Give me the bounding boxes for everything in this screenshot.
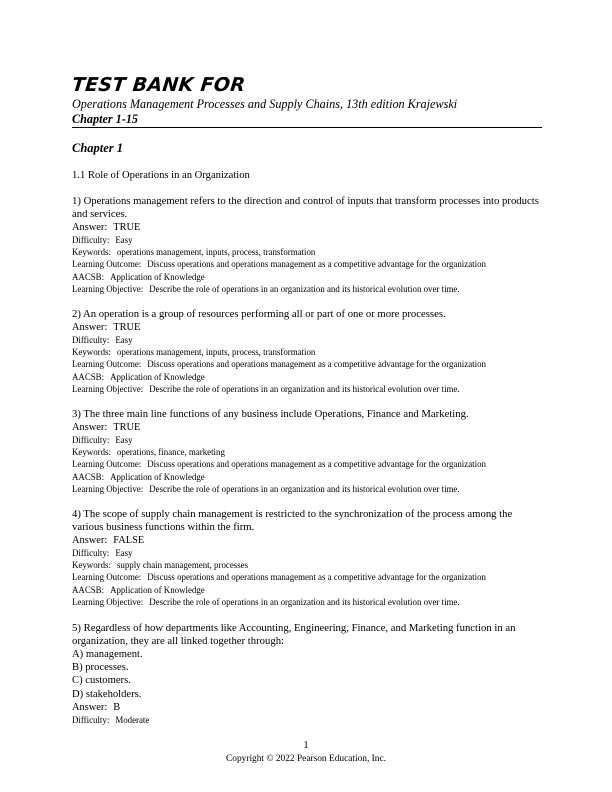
question-1 bbox=[72, 195, 542, 295]
aacsb-value: Application of Knowledge bbox=[110, 471, 205, 482]
chapter-range: Chapter 1-15 bbox=[72, 112, 542, 128]
answer-label: Answer: bbox=[72, 535, 108, 546]
option-b: B) processes. bbox=[72, 662, 129, 674]
question-3 bbox=[72, 408, 542, 495]
aacsb-row bbox=[72, 584, 542, 596]
difficulty-row bbox=[72, 547, 542, 559]
answer-label: Answer: bbox=[72, 701, 108, 713]
chapter-heading: Chapter 1 bbox=[72, 141, 124, 155]
page-number: 1 bbox=[303, 740, 309, 751]
difficulty-value: Easy bbox=[115, 435, 133, 445]
aacsb-label: AACSB: bbox=[72, 371, 105, 382]
keywords-label: Keywords: bbox=[72, 560, 111, 571]
learning-objective-row bbox=[72, 596, 542, 608]
banner-title: TEST BANK FOR bbox=[70, 74, 247, 96]
question-text: 3) The three main line functions of any business include Operations, Finance and Marketing. bbox=[72, 408, 469, 420]
aacsb-row bbox=[72, 371, 542, 383]
answer-label: Answer: bbox=[72, 222, 108, 233]
option-c: C) customers. bbox=[72, 675, 131, 687]
keywords-label: Keywords: bbox=[72, 347, 111, 358]
answer-row bbox=[72, 701, 542, 714]
difficulty-value: Easy bbox=[115, 548, 133, 558]
learning-objective-value: Describe the role of operations in an organization and its historical evolution over time. bbox=[149, 383, 460, 394]
difficulty-label: Difficulty: bbox=[72, 435, 110, 445]
learning-outcome-value: Discuss operations and operations management as a competitive advantage for the organization bbox=[147, 572, 486, 583]
keywords-row bbox=[72, 246, 542, 258]
learning-outcome-label: Learning Outcome: bbox=[72, 259, 142, 270]
difficulty-label: Difficulty: bbox=[72, 714, 110, 725]
learning-objective-value: Describe the role of operations in an organization and its historical evolution over time. bbox=[149, 596, 460, 607]
aacsb-label: AACSB: bbox=[72, 471, 105, 482]
keywords-label: Keywords: bbox=[72, 447, 111, 458]
question-text: 2) An operation is a group of resources performing all or part of one or more processes. bbox=[72, 308, 446, 320]
answer-row bbox=[72, 321, 542, 334]
keywords-row bbox=[72, 446, 542, 458]
learning-outcome-label: Learning Outcome: bbox=[72, 459, 142, 470]
answer-label: Answer: bbox=[72, 422, 108, 433]
learning-outcome-label: Learning Outcome: bbox=[72, 359, 142, 370]
learning-outcome-row bbox=[72, 258, 542, 270]
question-text: 1) Operations management refers to the direction and control of inputs that transform processes into products and services. bbox=[72, 195, 539, 220]
option-a: A) management. bbox=[72, 649, 143, 660]
difficulty-row bbox=[72, 434, 542, 446]
difficulty-label: Difficulty: bbox=[72, 548, 110, 558]
learning-outcome-value: Discuss operations and operations management as a competitive advantage for the organization bbox=[147, 359, 486, 370]
keywords-row bbox=[72, 346, 542, 358]
difficulty-row bbox=[72, 234, 542, 246]
section-heading: 1.1 Role of Operations in an Organization bbox=[72, 170, 250, 181]
aacsb-value: Application of Knowledge bbox=[110, 584, 205, 595]
learning-objective-value: Describe the role of operations in an organization and its historical evolution over time. bbox=[149, 483, 460, 494]
difficulty-value: Easy bbox=[115, 235, 133, 245]
keywords-value: operations management, inputs, process, transformation bbox=[116, 247, 316, 258]
learning-outcome-value: Discuss operations and operations management as a competitive advantage for the organization bbox=[147, 459, 486, 470]
aacsb-label: AACSB: bbox=[72, 271, 105, 282]
answer-value: B bbox=[113, 701, 121, 713]
aacsb-row bbox=[72, 471, 542, 483]
learning-objective-value: Describe the role of operations in an organization and its historical evolution over time. bbox=[149, 283, 460, 294]
keywords-label: Keywords: bbox=[72, 247, 111, 258]
answer-row bbox=[72, 421, 542, 434]
aacsb-row bbox=[72, 271, 542, 283]
answer-row bbox=[72, 534, 542, 547]
learning-objective-label: Learning Objective: bbox=[72, 483, 144, 494]
aacsb-value: Application of Knowledge bbox=[110, 271, 205, 282]
learning-objective-row bbox=[72, 383, 542, 395]
answer-value: TRUE bbox=[113, 322, 141, 333]
difficulty-value: Easy bbox=[115, 335, 133, 345]
difficulty-row bbox=[72, 334, 542, 346]
difficulty-label: Difficulty: bbox=[72, 235, 110, 245]
learning-outcome-label: Learning Outcome: bbox=[72, 572, 142, 583]
learning-objective-row bbox=[72, 483, 542, 495]
difficulty-value: Moderate bbox=[115, 714, 150, 725]
aacsb-label: AACSB: bbox=[72, 584, 105, 595]
keywords-value: supply chain management, processes bbox=[116, 560, 249, 571]
aacsb-value: Application of Knowledge bbox=[110, 371, 205, 382]
answer-value: FALSE bbox=[113, 535, 145, 546]
answer-row bbox=[72, 221, 542, 234]
keywords-value: operations, finance, marketing bbox=[116, 447, 225, 458]
learning-objective-label: Learning Objective: bbox=[72, 383, 144, 394]
difficulty-row bbox=[72, 714, 542, 726]
question-text: 5) Regardless of how departments like Accounting, Engineering, Finance, and Marketing function in an organization, they are all linked together through: bbox=[72, 622, 516, 647]
answer-label: Answer: bbox=[72, 322, 108, 333]
keywords-row bbox=[72, 559, 542, 571]
learning-objective-label: Learning Objective: bbox=[72, 596, 144, 607]
keywords-value: operations management, inputs, process, transformation bbox=[116, 347, 316, 358]
question-4 bbox=[72, 508, 542, 608]
learning-outcome-value: Discuss operations and operations management as a competitive advantage for the organization bbox=[147, 259, 486, 270]
answer-value: TRUE bbox=[113, 222, 141, 233]
question-5 bbox=[72, 622, 542, 726]
question-2 bbox=[72, 308, 542, 395]
book-subtitle: Operations Management Processes and Supply Chains, 13th edition Krajewski bbox=[72, 97, 458, 111]
learning-outcome-row bbox=[72, 358, 542, 370]
option-d: D) stakeholders. bbox=[72, 688, 142, 700]
difficulty-label: Difficulty: bbox=[72, 335, 110, 345]
learning-outcome-row bbox=[72, 458, 542, 470]
learning-objective-row bbox=[72, 283, 542, 295]
learning-outcome-row bbox=[72, 571, 542, 583]
question-text: 4) The scope of supply chain management is restricted to the synchronization of the process among the various business functions within the firm. bbox=[72, 508, 513, 533]
answer-value: TRUE bbox=[113, 422, 141, 433]
copyright-notice: Copyright © 2022 Pearson Education, Inc. bbox=[226, 754, 386, 764]
learning-objective-label: Learning Objective: bbox=[72, 283, 144, 294]
